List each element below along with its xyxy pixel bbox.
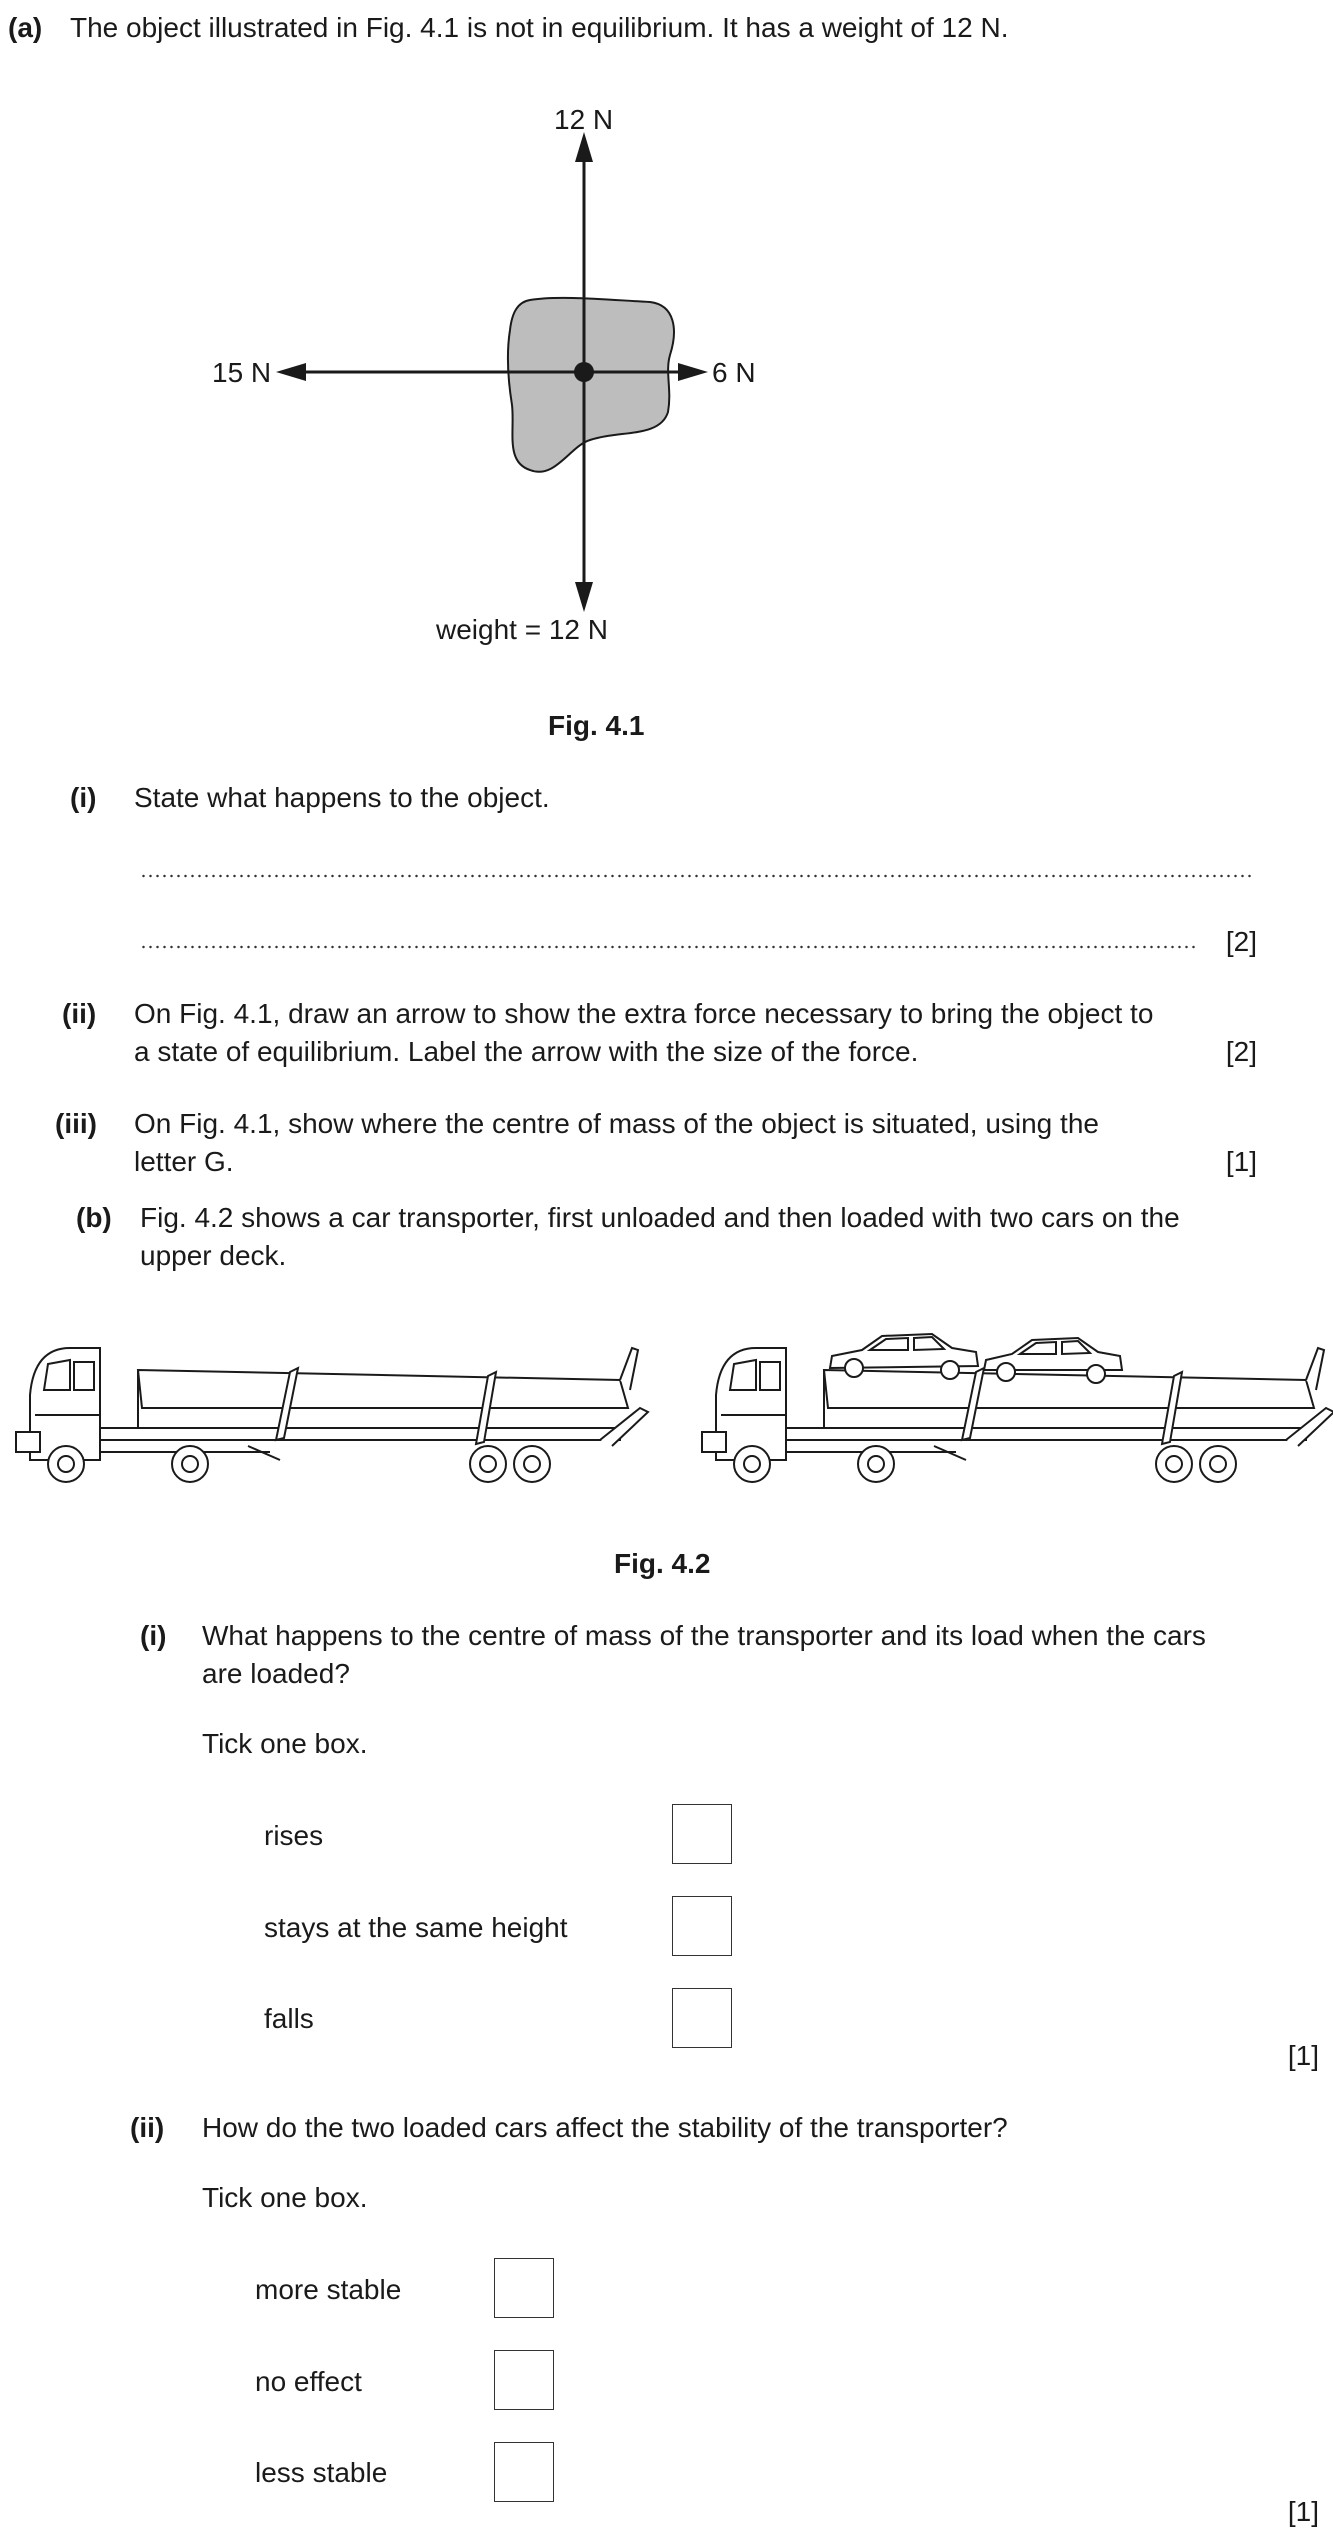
a-ii-label: (ii) [62, 998, 97, 1029]
a-iii-line2: letter G. [134, 1146, 234, 1177]
option-more-stable: more stable [255, 2274, 402, 2305]
a-i-label: (i) [70, 782, 97, 813]
part-b-line1: Fig. 4.2 shows a car transporter, first unloaded and then loaded with two cars on the [140, 1202, 1180, 1233]
checkbox-less-stable[interactable] [494, 2442, 554, 2502]
checkbox-more-stable[interactable] [494, 2258, 554, 2318]
b-i-mark: [1] [1287, 2040, 1319, 2071]
b-ii-instruction: Tick one box. [202, 2182, 368, 2213]
checkbox-stays-same[interactable] [672, 1896, 732, 1956]
checkbox-no-effect[interactable] [494, 2350, 554, 2410]
a-iii-mark: [1] [1225, 1146, 1257, 1177]
a-iii-line1: On Fig. 4.1, show where the centre of mass of the object is situated, using the [134, 1108, 1099, 1139]
right-arrow-head [678, 363, 708, 381]
b-ii-mark: [1] [1287, 2496, 1319, 2527]
left-arrow-head [276, 363, 306, 381]
weight-label: weight = 12 N [436, 614, 608, 645]
down-arrow-head [575, 582, 593, 612]
right-force-label: 6 N [712, 357, 756, 388]
answer-line-2[interactable] [140, 945, 1198, 949]
a-i-question: State what happens to the object. [134, 782, 550, 813]
b-i-line1: What happens to the centre of mass of the transporter and its load when the cars [202, 1620, 1206, 1651]
a-ii-mark: [2] [1225, 1036, 1257, 1067]
checkbox-rises[interactable] [672, 1804, 732, 1864]
answer-line-1[interactable] [140, 874, 1252, 878]
checkbox-falls[interactable] [672, 1988, 732, 2048]
option-stays-same: stays at the same height [264, 1912, 568, 1943]
a-ii-line1: On Fig. 4.1, draw an arrow to show the extra force necessary to bring the object to [134, 998, 1154, 1029]
option-rises: rises [264, 1820, 324, 1851]
option-less-stable: less stable [255, 2457, 388, 2488]
top-force-label: 12 N [554, 104, 614, 135]
fig42-caption: Fig. 4.2 [614, 1548, 711, 1579]
part-a-label: (a) [8, 12, 43, 43]
a-iii-label: (iii) [55, 1108, 97, 1139]
fig41-caption: Fig. 4.1 [548, 710, 645, 741]
b-i-line2: are loaded? [202, 1658, 350, 1689]
irregular-object [508, 298, 674, 472]
b-i-label: (i) [140, 1620, 167, 1651]
b-ii-label: (ii) [130, 2112, 165, 2143]
a-i-mark: [2] [1225, 926, 1257, 957]
b-ii-question: How do the two loaded cars affect the stability of the transporter? [202, 2112, 1008, 2143]
part-b-line2: upper deck. [140, 1240, 287, 1271]
car-transporter-figure [0, 1320, 1333, 1520]
center-point [574, 362, 594, 382]
part-b-label: (b) [76, 1202, 112, 1233]
option-falls: falls [264, 2003, 314, 2034]
option-no-effect: no effect [255, 2366, 362, 2397]
left-force-label: 15 N [212, 357, 272, 388]
unloaded-transporter [16, 1348, 648, 1482]
loaded-transporter [702, 1334, 1333, 1482]
b-i-instruction: Tick one box. [202, 1728, 368, 1759]
a-ii-line2: a state of equilibrium. Label the arrow with the size of the force. [134, 1036, 919, 1067]
part-a-intro: The object illustrated in Fig. 4.1 is not in equilibrium. It has a weight of 12 N. [70, 12, 1009, 43]
force-diagram [0, 0, 1333, 700]
